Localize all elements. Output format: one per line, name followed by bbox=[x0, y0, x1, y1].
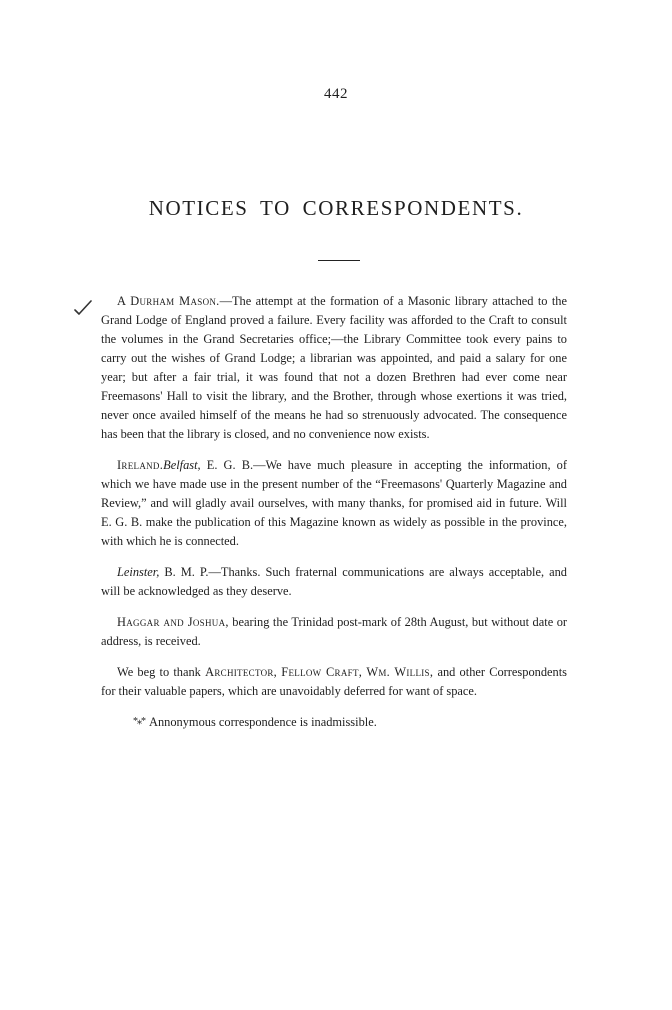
page-title: NOTICES TO CORRESPONDENTS. bbox=[148, 196, 524, 220]
correspondent-name: A Durham Mason. bbox=[117, 294, 220, 308]
checkmark-icon bbox=[74, 300, 92, 316]
notice-text: and other Correspondents for their valuable papers, which are unavoidably deferred for want of space. bbox=[101, 665, 567, 698]
notice-text: —We have much pleasure in accepting the information, of which we have made use in the present number of the “Freemasons' Quarterly Magazine and Review,” and will gladly avail ourselves, with many thanks, for promised aid in future. Will E. G. B. make the publication of this Magazine known as widely as possible in the province, with which he is connected. bbox=[101, 458, 567, 548]
asterism-mark: *⁎* bbox=[133, 716, 145, 727]
notice-text: Annonymous correspondence is inadmissible. bbox=[149, 715, 377, 729]
correspondent-name: Architector, bbox=[205, 665, 278, 679]
correspondent-name: Wm. Willis, bbox=[366, 665, 434, 679]
correspondent-place: Leinster, bbox=[117, 565, 160, 579]
correspondent-initials: E. G. B. bbox=[206, 458, 254, 472]
notice-text: We beg to thank bbox=[117, 665, 206, 679]
correspondent-name: Ireland. bbox=[117, 458, 164, 472]
notices-body bbox=[101, 292, 567, 744]
notice-haggar-joshua bbox=[101, 613, 567, 651]
notice-ireland bbox=[101, 456, 567, 551]
notice-anonymous bbox=[101, 713, 567, 732]
notice-text: —The attempt at the formation of a Masonic library attached to the Grand Lodge of England proved a failure. Every facility was afforded to the Craft to consult the volumes in the Grand Secretaries office;—the Library Committee took every pains to carry out the wishes of Grand Lodge; a librarian was appointed, and paid a salary for one year; but after a fair trial, it was found that not a dozen Brethren had ever come near Freemasons' Hall to visit the library, and the Brother, through whose exertions it was tried, never once availed himself of the means he had so strenuously advocated. The consequence has been that the library is closed, and no convenience now exists. bbox=[101, 294, 567, 441]
notice-durham-mason bbox=[101, 292, 567, 444]
correspondent-place: Belfast, bbox=[163, 458, 201, 472]
correspondent-name: Fellow Craft, bbox=[281, 665, 363, 679]
notice-leinster bbox=[101, 563, 567, 601]
title-divider-rule bbox=[318, 260, 360, 261]
notice-text: —Thanks. Such fraternal communications are always acceptable, and will be acknowledged as they deserve. bbox=[101, 565, 567, 598]
correspondent-initials: B. M. P. bbox=[164, 565, 209, 579]
notice-text: bearing the Trinidad post-mark of 28th August, but without date or address, is received. bbox=[101, 615, 568, 648]
notice-thanks bbox=[101, 663, 567, 701]
correspondent-name: Haggar and Joshua, bbox=[117, 615, 229, 629]
page-number: 442 bbox=[324, 86, 348, 102]
